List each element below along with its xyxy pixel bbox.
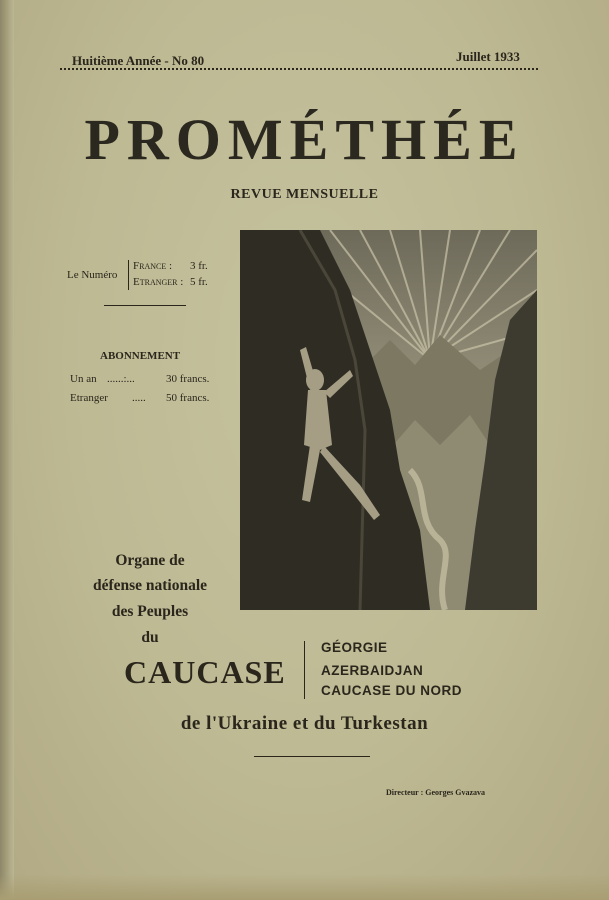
prometheus-illustration-svg xyxy=(240,230,537,610)
subscription-row-leader: ..... xyxy=(132,392,146,404)
country-item: CAUCASE DU NORD xyxy=(321,683,463,698)
country-item: AZERBAIDJAN xyxy=(321,663,424,678)
price-france-value: 3 fr. xyxy=(190,260,208,272)
price-france-label: France : xyxy=(133,260,173,272)
subscription-row-value: 50 francs. xyxy=(166,392,210,404)
organe-line: du xyxy=(141,629,159,646)
organe-line: Organe de xyxy=(115,552,185,569)
subscription-row-label: Etranger xyxy=(70,392,108,404)
caucase-heading: CAUCASE xyxy=(124,654,286,690)
issue-number: Huitième Année - No 80 xyxy=(72,53,205,68)
organe-line: défense nationale xyxy=(92,577,208,594)
subscription-row-label: Un an xyxy=(70,373,97,385)
issue-date: Juillet 1933 xyxy=(456,49,520,64)
subscription-heading: ABONNEMENT xyxy=(100,350,181,362)
subscription-row-leader: ......:... xyxy=(107,373,135,385)
country-item: GÉORGIE xyxy=(321,640,388,655)
organe-line: des Peuples xyxy=(111,603,189,620)
directeur-credit: Directeur : Georges Gvazava xyxy=(386,788,486,797)
price-divider xyxy=(104,305,186,306)
page-title: PROMÉTHÉE xyxy=(84,107,525,172)
price-etranger-value: 5 fr. xyxy=(190,276,208,288)
bottom-divider xyxy=(254,756,370,757)
price-etranger-label: Etranger : xyxy=(133,276,184,288)
page-subtitle: REVUE MENSUELLE xyxy=(230,187,379,202)
price-brace xyxy=(128,260,129,290)
header-dotted-rule xyxy=(60,68,538,70)
price-label: Le Numéro xyxy=(67,269,118,281)
countries-brace xyxy=(304,641,305,699)
subscription-row-value: 30 francs. xyxy=(166,373,210,385)
cover-bottom-edge xyxy=(0,874,609,900)
ukraine-turkestan-line: de l'Ukraine et du Turkestan xyxy=(180,713,429,734)
cover-illustration xyxy=(240,230,537,610)
